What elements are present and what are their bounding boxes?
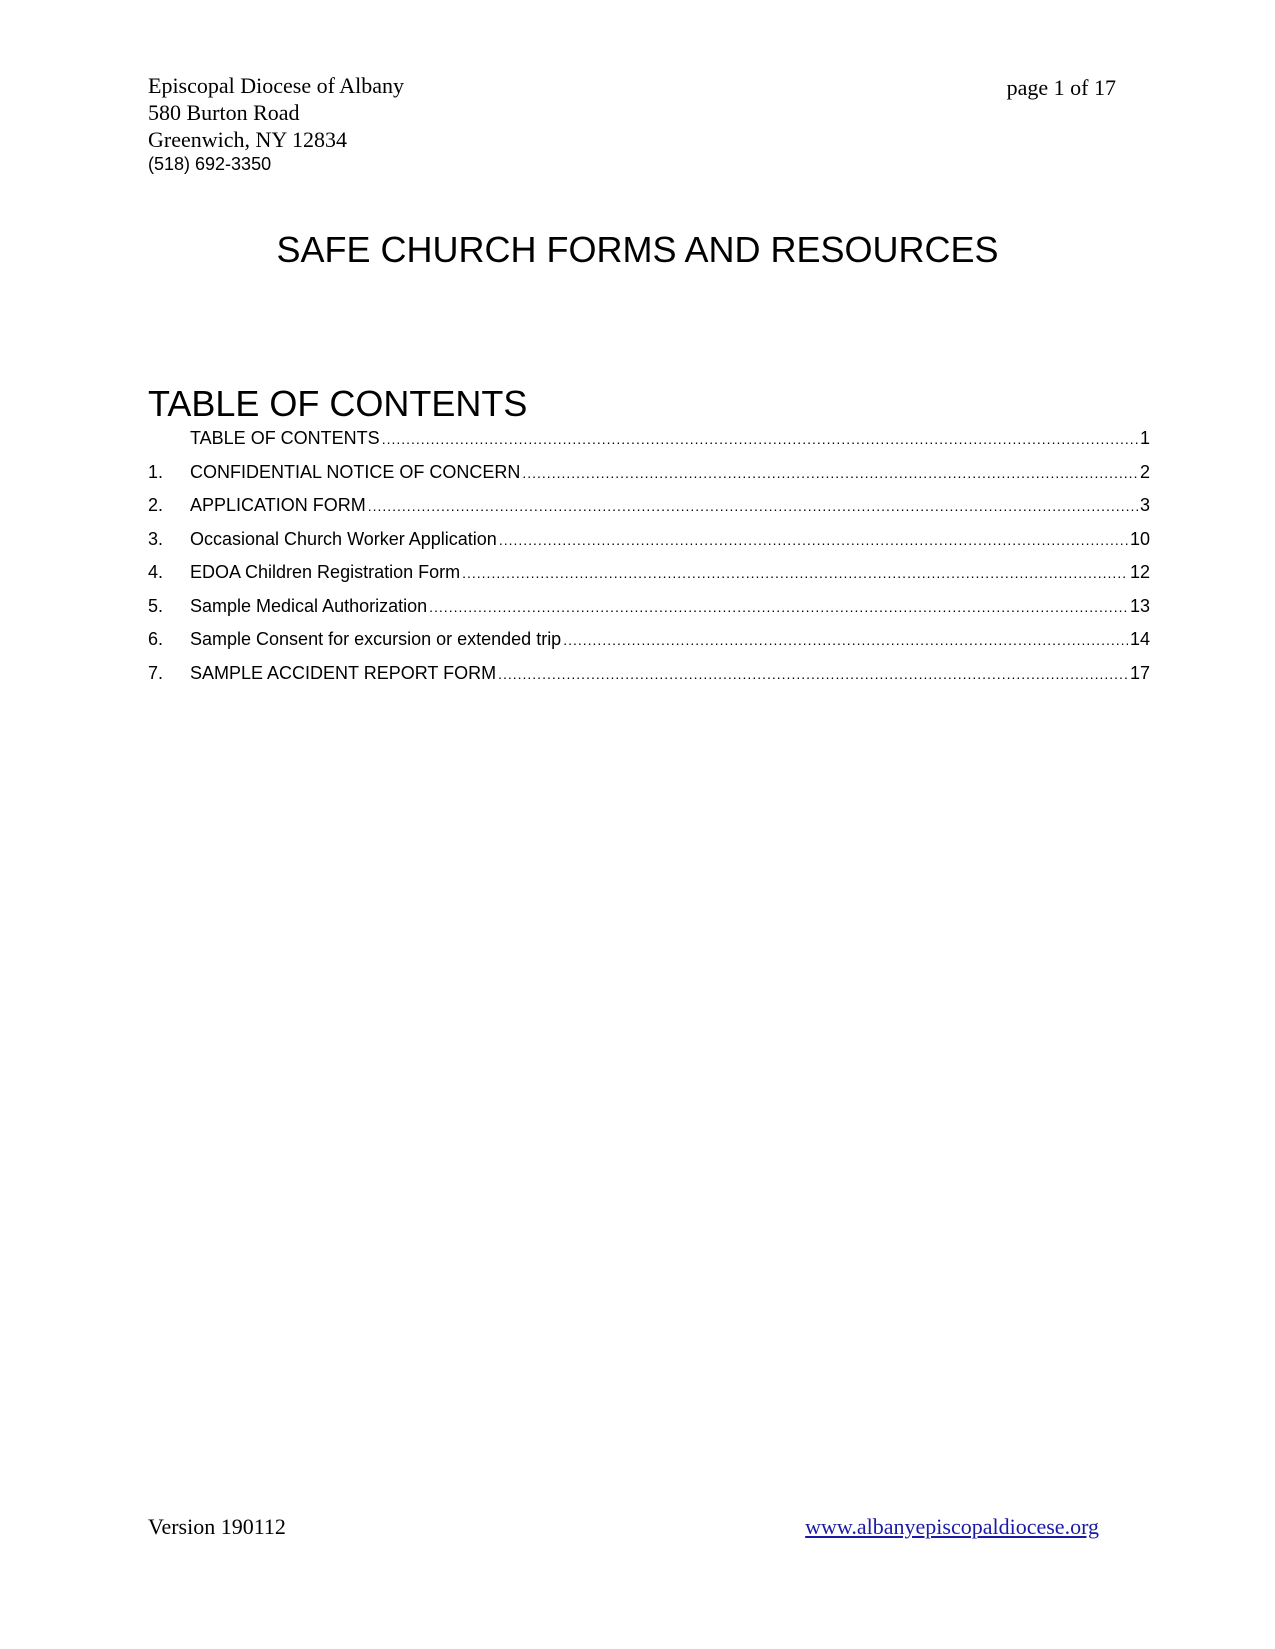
website-link[interactable]: www.albanyepiscopaldiocese.org bbox=[805, 1514, 1099, 1539]
toc-dot-leader bbox=[498, 662, 1128, 686]
toc-entry[interactable] bbox=[148, 560, 1150, 594]
toc-entry-number: 2. bbox=[148, 495, 164, 515]
toc-entry[interactable] bbox=[148, 627, 1150, 661]
toc-entry-page[interactable]: 10 bbox=[1129, 528, 1150, 549]
toc-entry-number: 7. bbox=[148, 662, 164, 683]
toc-entry[interactable] bbox=[148, 527, 1150, 561]
toc-entry-page[interactable]: 13 bbox=[1129, 595, 1150, 616]
toc-entry-number: 3. bbox=[148, 528, 164, 549]
toc-dot-leader bbox=[563, 628, 1128, 652]
page-header bbox=[148, 72, 1116, 175]
toc-dot-leader bbox=[499, 528, 1128, 552]
toc-dot-leader bbox=[368, 494, 1138, 518]
version-label: Version 190112 bbox=[148, 1514, 286, 1539]
toc-entry-number: 4. bbox=[148, 562, 164, 582]
toc-entry-page[interactable]: 12 bbox=[1129, 562, 1150, 582]
toc-entry[interactable] bbox=[148, 594, 1150, 628]
toc-entry-label[interactable]: Sample Consent for excursion or extended trip bbox=[190, 629, 562, 649]
toc-entry-label[interactable]: Occasional Church Worker Application bbox=[190, 528, 497, 549]
toc-entry-label[interactable]: CONFIDENTIAL NOTICE OF CONCERN bbox=[190, 461, 521, 482]
toc-entry-page[interactable]: 17 bbox=[1129, 662, 1150, 683]
toc-entry-label[interactable]: APPLICATION FORM bbox=[190, 495, 366, 515]
toc-entry-number: 1. bbox=[148, 461, 164, 482]
toc-entry[interactable] bbox=[148, 426, 1150, 460]
toc-entry-page[interactable]: 1 bbox=[1139, 428, 1150, 448]
toc-entry[interactable] bbox=[148, 493, 1150, 527]
organization-name: Episcopal Diocese of Albany bbox=[148, 73, 404, 98]
address-line-2: Greenwich, NY 12834 bbox=[148, 127, 347, 152]
toc-entry-page[interactable]: 2 bbox=[1139, 461, 1150, 482]
page-number: page 1 of 17 bbox=[1006, 75, 1116, 100]
toc-entry-number: 5. bbox=[148, 595, 164, 616]
toc-dot-leader bbox=[522, 461, 1138, 485]
phone-number: (518) 692-3350 bbox=[148, 154, 272, 174]
toc-entry[interactable] bbox=[148, 460, 1150, 494]
toc-entry-label[interactable]: SAMPLE ACCIDENT REPORT FORM bbox=[190, 662, 497, 683]
address-line-1: 580 Burton Road bbox=[148, 100, 300, 125]
toc-dot-leader bbox=[462, 561, 1128, 585]
document-title: SAFE CHURCH FORMS AND RESOURCES bbox=[276, 229, 999, 270]
toc-dot-leader bbox=[429, 595, 1128, 619]
toc-heading: TABLE OF CONTENTS bbox=[148, 383, 528, 424]
table-of-contents bbox=[148, 426, 1150, 694]
toc-entry-number: 6. bbox=[148, 629, 164, 649]
toc-entry-page[interactable]: 14 bbox=[1129, 629, 1150, 649]
toc-entry-page[interactable]: 3 bbox=[1139, 495, 1150, 515]
toc-entry[interactable] bbox=[148, 661, 1150, 695]
toc-entry-label[interactable]: TABLE OF CONTENTS bbox=[190, 428, 380, 448]
toc-entry-label[interactable]: EDOA Children Registration Form bbox=[190, 562, 461, 582]
toc-entry-label[interactable]: Sample Medical Authorization bbox=[190, 595, 428, 616]
toc-dot-leader bbox=[382, 427, 1138, 451]
